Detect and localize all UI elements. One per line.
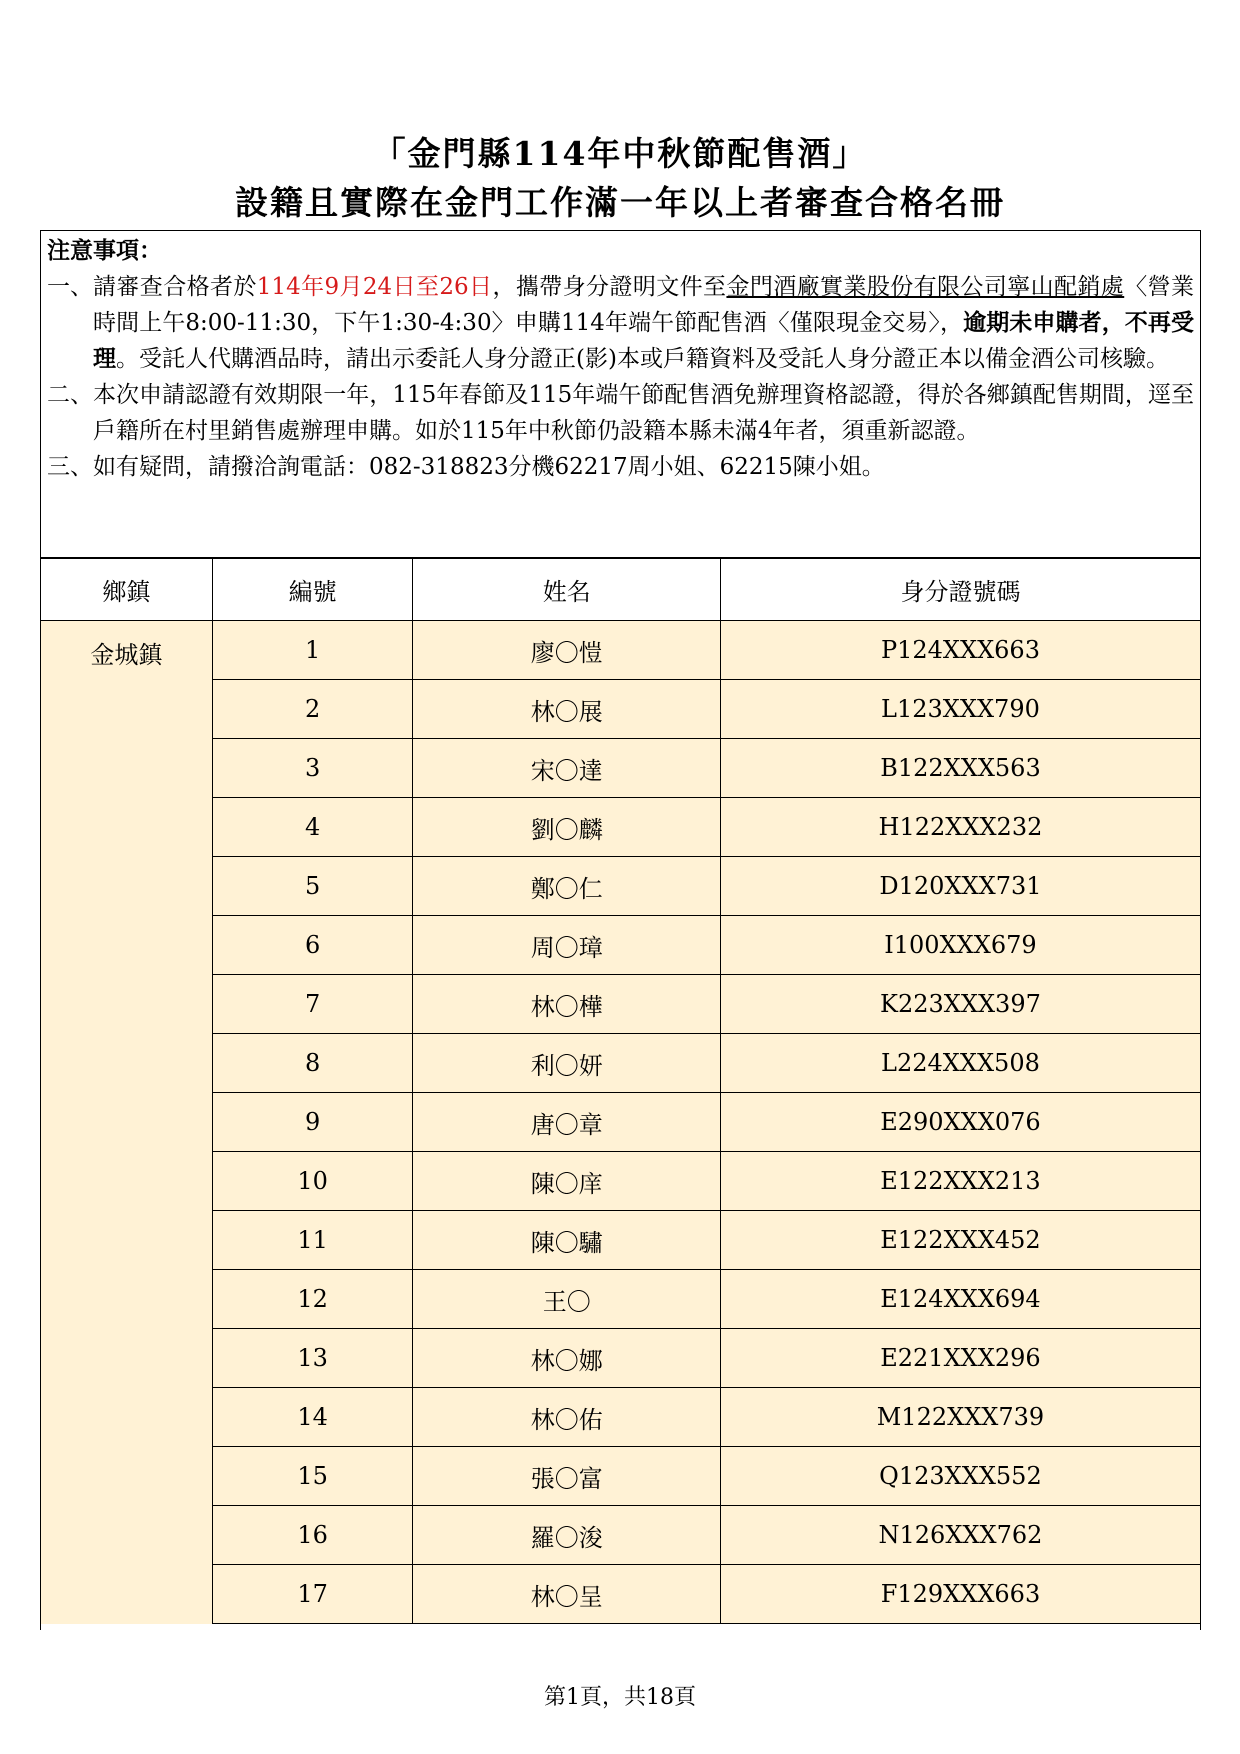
id-number-cell: Q123XXX552 — [721, 1447, 1200, 1506]
row-number-cell: 17 — [213, 1565, 413, 1624]
name-cell: 張〇富 — [413, 1447, 721, 1506]
notice-item-1 — [47, 269, 1194, 377]
table-row — [40, 975, 1200, 1034]
row-number-cell: 10 — [213, 1152, 413, 1211]
name-cell: 林〇樺 — [413, 975, 721, 1034]
document-title-line-1: 「金門縣114年中秋節配售酒」 — [372, 134, 868, 173]
name-cell: 鄭〇仁 — [413, 857, 721, 916]
table-row — [40, 1447, 1200, 1506]
table-row — [40, 680, 1200, 739]
notice-item-number: 二、 — [47, 382, 93, 408]
name-cell: 林〇佑 — [413, 1388, 721, 1447]
table-row — [40, 1506, 1200, 1565]
id-number-cell: D120XXX731 — [721, 857, 1200, 916]
roster-table — [40, 558, 1201, 1624]
row-number-cell: 14 — [213, 1388, 413, 1447]
notice-heading: 注意事項： — [47, 237, 162, 264]
name-cell: 林〇展 — [413, 680, 721, 739]
name-cell: 廖〇愷 — [413, 621, 721, 680]
name-cell: 羅〇浚 — [413, 1506, 721, 1565]
row-number-cell: 13 — [213, 1329, 413, 1388]
header-township: 鄉鎮 — [40, 559, 213, 621]
township-cell: 金城鎮 — [40, 621, 213, 1624]
row-number-cell: 12 — [213, 1270, 413, 1329]
header-name: 姓名 — [413, 559, 721, 621]
row-number-cell: 16 — [213, 1506, 413, 1565]
table-row — [40, 1565, 1200, 1624]
row-number-cell: 1 — [213, 621, 413, 680]
table-header-row — [40, 559, 1200, 621]
page-number: 第1頁，共18頁 — [544, 1685, 696, 1710]
document-title-line-2: 設籍且實際在金門工作滿一年以上者審查合格名冊 — [235, 183, 1005, 222]
name-cell: 林〇娜 — [413, 1329, 721, 1388]
table-row — [40, 857, 1200, 916]
notice-item-text: 如有疑問，請撥洽詢電話：082-318823分機62217周小姐、62215陳小姐。 — [93, 454, 885, 480]
table-row — [40, 621, 1200, 680]
notice-text-segment: ，攜帶身分證明文件至 — [492, 274, 727, 300]
name-cell: 唐〇章 — [413, 1093, 721, 1152]
row-number-cell: 9 — [213, 1093, 413, 1152]
table-row — [40, 1211, 1200, 1270]
header-number: 編號 — [213, 559, 413, 621]
notice-item-2 — [47, 377, 1194, 449]
table-row — [40, 1034, 1200, 1093]
id-number-cell: P124XXX663 — [721, 621, 1200, 680]
notice-item-text: 本次申請認證有效期限一年，115年春節及115年端午節配售酒免辦理資格認證，得於各鄉鎮配售期間，逕至戶籍所在村里銷售處辦理申購。如於115年中秋節仍設籍本縣未滿4年者，須重新認證。 — [93, 382, 1194, 444]
table-row — [40, 739, 1200, 798]
table-row — [40, 1093, 1200, 1152]
row-number-cell: 3 — [213, 739, 413, 798]
notice-item-3 — [47, 449, 1194, 485]
id-number-cell: F129XXX663 — [721, 1565, 1200, 1624]
id-number-cell: E122XXX452 — [721, 1211, 1200, 1270]
header-id-number: 身分證號碼 — [721, 559, 1200, 621]
notice-section — [41, 231, 1200, 558]
notice-item-text — [93, 269, 1194, 377]
id-number-cell: L224XXX508 — [721, 1034, 1200, 1093]
notice-item-number: 三、 — [47, 454, 93, 480]
roster-body — [40, 621, 1200, 1624]
row-number-cell: 8 — [213, 1034, 413, 1093]
id-number-cell: N126XXX762 — [721, 1506, 1200, 1565]
row-number-cell: 5 — [213, 857, 413, 916]
row-number-cell: 2 — [213, 680, 413, 739]
row-number-cell: 15 — [213, 1447, 413, 1506]
id-number-cell: B122XXX563 — [721, 739, 1200, 798]
row-number-cell: 4 — [213, 798, 413, 857]
id-number-cell: K223XXX397 — [721, 975, 1200, 1034]
table-row — [40, 1388, 1200, 1447]
id-number-cell: E290XXX076 — [721, 1093, 1200, 1152]
notice-text-segment: 請審查合格者於 — [93, 274, 257, 300]
row-number-cell: 11 — [213, 1211, 413, 1270]
id-number-cell: H122XXX232 — [721, 798, 1200, 857]
name-cell: 王〇 — [413, 1270, 721, 1329]
notice-text-segment: 。受託人代購酒品時，請出示委託人身分證正(影)本或戶籍資料及受託人身分證正本以備金酒公司核驗。 — [116, 346, 1169, 372]
notice-text-segment: 〈營業時間上午8:00-11:30，下午1:30-4:30〉申購114年端午節配售酒〈僅限現金交易〉， — [93, 274, 1195, 336]
name-cell: 周〇璋 — [413, 916, 721, 975]
sales-location: 金門酒廠實業股份有限公司寧山配銷處 — [726, 274, 1125, 300]
name-cell: 利〇妍 — [413, 1034, 721, 1093]
roster-frame — [40, 230, 1201, 1630]
id-number-cell: E124XXX694 — [721, 1270, 1200, 1329]
name-cell: 宋〇達 — [413, 739, 721, 798]
purchase-date-range: 114年9月24日至26日 — [256, 274, 493, 300]
table-row — [40, 1152, 1200, 1211]
row-number-cell: 6 — [213, 916, 413, 975]
row-number-cell: 7 — [213, 975, 413, 1034]
table-row — [40, 1329, 1200, 1388]
table-row — [40, 1270, 1200, 1329]
name-cell: 陳〇庠 — [413, 1152, 721, 1211]
table-row — [40, 916, 1200, 975]
notice-item-number: 一、 — [47, 274, 93, 300]
name-cell: 陳〇驌 — [413, 1211, 721, 1270]
id-number-cell: I100XXX679 — [721, 916, 1200, 975]
id-number-cell: L123XXX790 — [721, 680, 1200, 739]
table-row — [40, 798, 1200, 857]
id-number-cell: E122XXX213 — [721, 1152, 1200, 1211]
name-cell: 林〇呈 — [413, 1565, 721, 1624]
name-cell: 劉〇麟 — [413, 798, 721, 857]
id-number-cell: E221XXX296 — [721, 1329, 1200, 1388]
deadline-warning: 逾期未申購者，不再受理 — [93, 309, 1195, 372]
id-number-cell: M122XXX739 — [721, 1388, 1200, 1447]
